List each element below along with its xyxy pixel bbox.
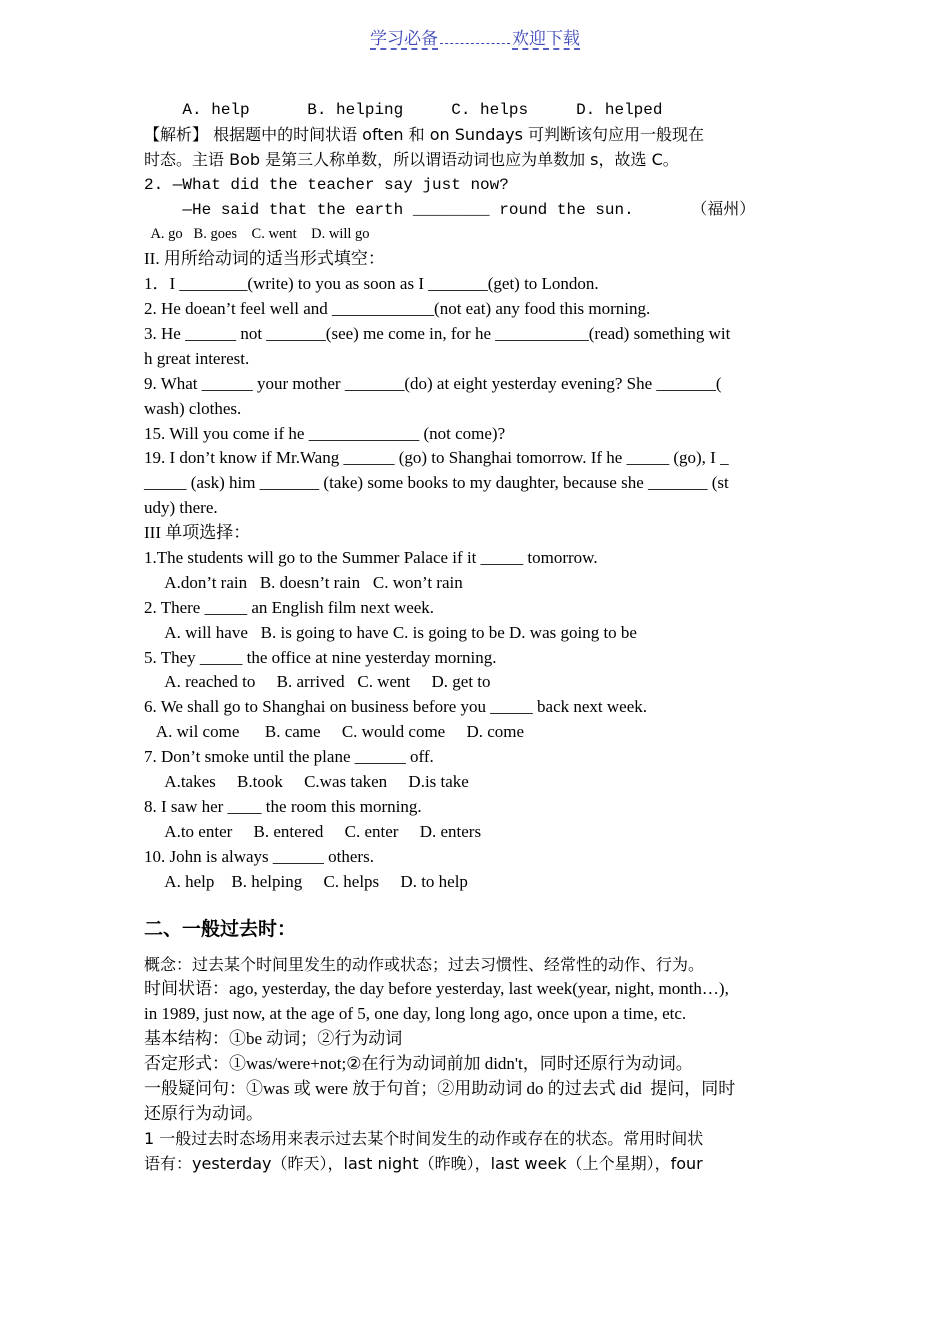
text-line: A. go B. goes C. went D. will go	[144, 226, 370, 243]
header-underline-gap	[440, 29, 510, 44]
text-line: 时态。主语 Bob 是第三人称单数，所以谓语动词也应为单数加 s，故选 C。	[144, 149, 679, 169]
text-line: _____ (ask) him _______ (take) some books to my daughter, because she _______ (st	[144, 473, 729, 493]
text-line: 7. Don’t smoke until the plane ______ off.	[144, 747, 434, 767]
text-line: 时间状语：ago, yesterday, the day before yesterday, last week(year, night, month…),	[144, 979, 729, 999]
text-line: 语有：yesterday（昨天），last night（昨晚），last week（上个星期），four	[144, 1153, 703, 1173]
section-spacer	[144, 895, 808, 917]
text-line: 概念：过去某个时间里发生的动作或状态；过去习惯性、经常性的动作、行为。	[144, 954, 705, 974]
text-line: 5. They _____ the office at nine yesterday morning.	[144, 647, 497, 667]
text-line: 一般疑问句：①was 或 were 放于句首；②用助动词 do 的过去式 did 提问，同时	[144, 1078, 736, 1098]
text-line: A.takes B.took C.was taken D.is take	[144, 772, 469, 792]
header-right-text: 欢迎下载	[512, 29, 580, 49]
text-line: A.to enter B. entered C. enter D. enters	[144, 821, 482, 841]
text-line: 1.The students will go to the Summer Palace if it _____ tomorrow.	[144, 548, 598, 568]
text-line: 6. We shall go to Shanghai on business before you _____ back next week.	[144, 697, 648, 717]
text-line: III 单项选择：	[144, 523, 251, 543]
text-line: A. help B. helping C. helps D. helped	[144, 101, 663, 119]
text-line: 1 一般过去时态场用来表示过去某个时间发生的动作或存在的状态。常用时间状	[144, 1128, 704, 1148]
text-line: 还原行为动词。	[144, 1103, 263, 1123]
text-line: 基本结构：①be 动词；②行为动词	[144, 1029, 403, 1049]
text-line: II. 用所给动词的适当形式填空：	[144, 249, 385, 269]
text-line: A. will have B. is going to have C. is going to be D. was going to be	[144, 622, 637, 642]
text-line: 1．I ________(write) to you as soon as I _______(get) to London.	[144, 274, 599, 294]
page-header	[0, 24, 950, 49]
text-line: A.don’t rain B. doesn’t rain C. won’t rain	[144, 572, 463, 592]
header-left-text: 学习必备	[370, 29, 438, 49]
text-line: 3. He ______ not _______(see) me come in, for he ___________(read) something wit	[144, 324, 731, 344]
text-line: 15. Will you come if he _____________ (not come)?	[144, 423, 506, 443]
section-heading: 二、一般过去时：	[144, 917, 297, 940]
text-line: 2. There _____ an English film next week.	[144, 597, 435, 617]
text-line: 10. John is always ______ others.	[144, 846, 374, 866]
text-line: A. reached to B. arrived C. went D. get to	[144, 672, 491, 692]
text-line: 2. —What did the teacher say just now?	[144, 175, 509, 194]
section-lines	[144, 953, 808, 1177]
text-line: 9. What ______ your mother _______(do) at eight yesterday evening? She _______(	[144, 373, 722, 393]
text-line: A. help B. helping C. helps D. to help	[144, 871, 468, 891]
text-line: 【解析】 根据题中的时间状语 often 和 on Sundays 可判断该句应用一般现在	[144, 124, 705, 144]
heading-spacer	[144, 941, 808, 953]
text-line: 8. I saw her ____ the room this morning.	[144, 796, 422, 816]
text-line: 否定形式：①was/were+not;②在行为动词前加 didn't，同时还原行为动词。	[144, 1054, 693, 1074]
text-line: h great interest.	[144, 348, 250, 368]
text-line: 19. I don’t know if Mr.Wang ______ (go) to Shanghai tomorrow. If he _____ (go), I _	[144, 448, 729, 468]
text-line: wash) clothes.	[144, 398, 242, 418]
text-line: A. wil come B. came C. would come D. come	[144, 722, 525, 742]
text-line: 2. He doean’t feel well and ____________(not eat) any food this morning.	[144, 299, 651, 319]
text-line: —He said that the earth ________ round the sun. （福州）	[144, 200, 756, 219]
exercise-lines	[144, 98, 808, 895]
document-body	[144, 98, 808, 1177]
text-line: in 1989, just now, at the age of 5, one day, long long ago, once upon a time, etc.	[144, 1004, 687, 1024]
text-line: udy) there.	[144, 498, 218, 518]
